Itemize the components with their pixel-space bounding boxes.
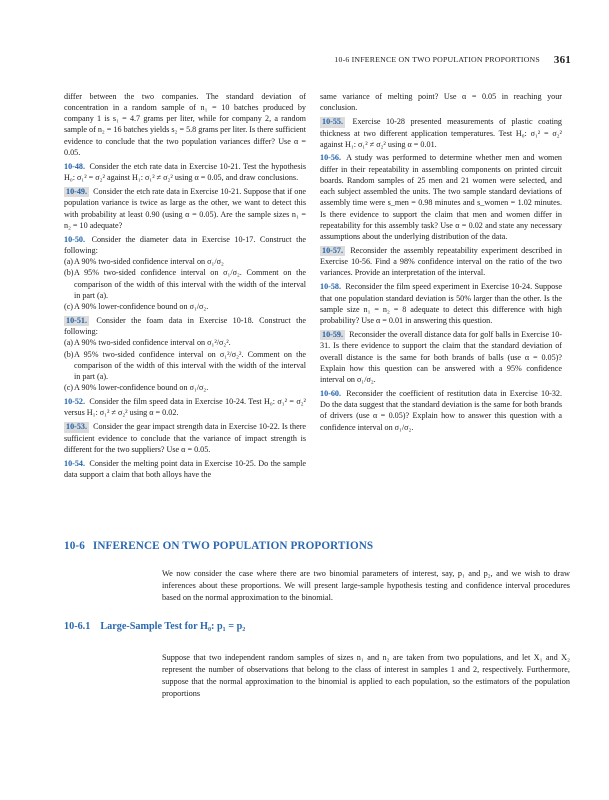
running-head (211, 54, 571, 66)
exercise-continuation: same variance of melting point? Use α = 0.05 in reaching your conclusion. (320, 92, 562, 113)
exercise-number: 10-56. (320, 153, 341, 163)
exercise-part: (a)A 90% two-sided confidence interval on σ₁²/σ₂². (64, 338, 231, 348)
exercise-number: 10-52. (64, 396, 85, 406)
exercise-number: 10-51. (66, 315, 87, 325)
subsection-number: 10-6.1 (64, 621, 91, 632)
left-column (64, 91, 306, 480)
exercise-number: 10-48. (64, 161, 85, 171)
section-heading (64, 540, 564, 552)
exercise-number: 10-54. (64, 458, 85, 468)
subsection-title: Large-Sample Test for H₀: p₁ = p₂ (100, 621, 246, 632)
section-number: 10-6 (64, 540, 85, 552)
subsection-heading (64, 621, 564, 632)
exercise-number: 10-58. (320, 282, 341, 292)
exercise-10-55: 10-55. Exercise 10-28 presented measurements of plastic coating thickness at two different application temperatures. Test H₀: σ₁² = σ₂² against H₁: σ₁² ≠ σ₂² using α = 0.01. (320, 116, 562, 149)
exercise-continuation: differ between the two companies. The standard deviation of concentration in a random sample of n₁ = 10 batches produced by company 1 is s₁ = 4.7 grams per liter, while for company 2, a random sample of n₂ = 16 batches yields s₂ = 5.8 grams per liter. Is there sufficient evidence to conclude that the two population variances differ? Use α = 0.05. (64, 92, 306, 157)
exercise-10-54: 10-54. Consider the melting point data in Exercise 10-25. Do the sample data support a claim that both alloys have the (64, 458, 306, 480)
exercise-10-53: 10-53. Consider the gear impact strength data in Exercise 10-22. Is there sufficient evidence to conclude that the variance of impact strength is different for the two suppliers? Use α = 0.05. (64, 422, 307, 454)
section-title: INFERENCE ON TWO POPULATION PROPORTIONS (92, 540, 374, 552)
exercise-part: (b)A 95% two-sided confidence interval on σ₁/σ₂. Comment on the comparison of the width of this interval with the width of the interval in part (a). (64, 268, 306, 300)
section-intro: We now consider the case where there are two binomial parameters of interest, say, p₁ and p₂, and we wish to draw inferences about these proportions. We will present large-sample hypothesis testing and confidence interval procedures based on the normal approximation to the binomial. (162, 569, 570, 602)
exercise-part: (c)A 90% lower-confidence bound on σ₁/σ₂. (64, 383, 209, 393)
exercise-number: 10-50. (64, 234, 85, 244)
exercise-10-49: 10-49. Consider the etch rate data in Exercise 10-21. Suppose that if one population variance is twice as large as the other, we want to detect this with probability at least 0.90 (using α = 0.05). Are the sample sizes n₁ = n₂ = 10 adequate? (64, 186, 307, 230)
exercise-number: 10-55. (322, 116, 343, 126)
right-column (320, 91, 562, 433)
exercise-10-57: 10-57. Reconsider the assembly repeatability experiment described in Exercise 10-56. Find a 98% confidence interval on the ratio of the two variances. Provide an interpretation of the interval. (320, 245, 562, 278)
page-number: 361 (553, 54, 571, 66)
exercise-part: (b)A 95% two-sided confidence interval on σ₁²/σ₂². Comment on the comparison of the width of this interval with the width of the interval in part (a). (64, 349, 306, 381)
exercise-10-48: 10-48. Consider the etch rate data in Exercise 10-21. Test the hypothesis H₀: σ₁² = σ₂² against H₁: σ₁² ≠ σ₂² using α = 0.05, and draw conclusions. (64, 161, 306, 183)
exercise-part: (a)A 90% two-sided confidence interval on σ₁/σ₂ (64, 257, 224, 267)
exercise-number: 10-49. (66, 186, 87, 196)
subsection-text: Suppose that two independent random samples of sizes n₁ and n₂ are taken from two populations, and let X₁ and X₂ represent the number of observations that belong to the class of interest in samples 1 and 2, respectively. Furthermore, suppose that the normal approximation to the binomial is applied to each population, so the estimators of the population proportions (162, 653, 570, 698)
exercise-columns (64, 91, 570, 511)
running-title: 10-6 INFERENCE ON TWO POPULATION PROPORTIONS (334, 55, 540, 64)
exercise-10-51: 10-51. Consider the foam data in Exercise 10-18. Construct the following: (a)A 90% two-sided confidence interval on σ₁²/σ₂². (b)A 95% two-sided confidence interval on σ₁²/σ₂². Comment on the comparison of the width of this interval with the width of the interval in part (a). (c)A 90% lower-confidence bound on σ₁/σ₂. (64, 315, 307, 393)
exercise-10-56: 10-56. A study was performed to determine whether men and women differ in their repeatability in assembling components on printed circuit boards. Random samples of 25 men and 21 women were selected, and each subject assembled the units. The two sample standard deviations of assembly time were s_men = 0.98 minutes and s_women = 1.02 minutes. Is there evidence to support the claim that men and women differ in repeatability for this assembly task? Use α = 0.02 and state any necessary assumptions about the underlying distribution of the data. (320, 153, 562, 241)
exercise-number: 10-57. (322, 245, 343, 255)
exercise-10-58: 10-58. Reconsider the film speed experiment in Exercise 10-24. Suppose that one population standard deviation is 50% larger than the other. Is the sample size n₁ = n₂ = 8 adequate to detect this difference with high probability? Use α = 0.01 in answering this question. (320, 282, 562, 326)
exercise-10-59: 10-59. Reconsider the overall distance data for golf balls in Exercise 10-31. Is there evidence to support the claim that the standard deviation of overall distance is the same for both brands of balls (use α = 0.05)? Explain how this question can be answered with a 95% confidence interval on σ₁/σ₂. (320, 329, 563, 384)
exercise-part: (c)A 90% lower-confidence bound on σ₁/σ₂. (64, 301, 209, 311)
exercise-number: 10-53. (66, 422, 87, 432)
exercise-10-60: 10-60. Reconsider the coefficient of restitution data in Exercise 10-32. Do the data suggest that the standard deviation is the same for both brands of drivers (use α = 0.05)? Explain how to answer this question with a confidence interval on σ₁/σ₂. (320, 388, 563, 432)
exercise-10-52: 10-52. Consider the film speed data in Exercise 10-24. Test H₀: σ₁² = σ₂² versus H₁: σ₁² ≠ σ₂² using α = 0.02. (64, 396, 306, 418)
exercise-number: 10-60. (320, 388, 341, 398)
exercise-number: 10-59. (322, 329, 343, 339)
exercise-10-50: 10-50. Consider the diameter data in Exercise 10-17. Construct the following: (a)A 90% two-sided confidence interval on σ₁/σ₂ (b)A 95% two-sided confidence interval on σ₁/σ₂. Comment on the comparison of the width of this interval with the width of the interval in part (a). (c)A 90% lower-confidence bound on σ₁/σ₂. (64, 234, 306, 311)
